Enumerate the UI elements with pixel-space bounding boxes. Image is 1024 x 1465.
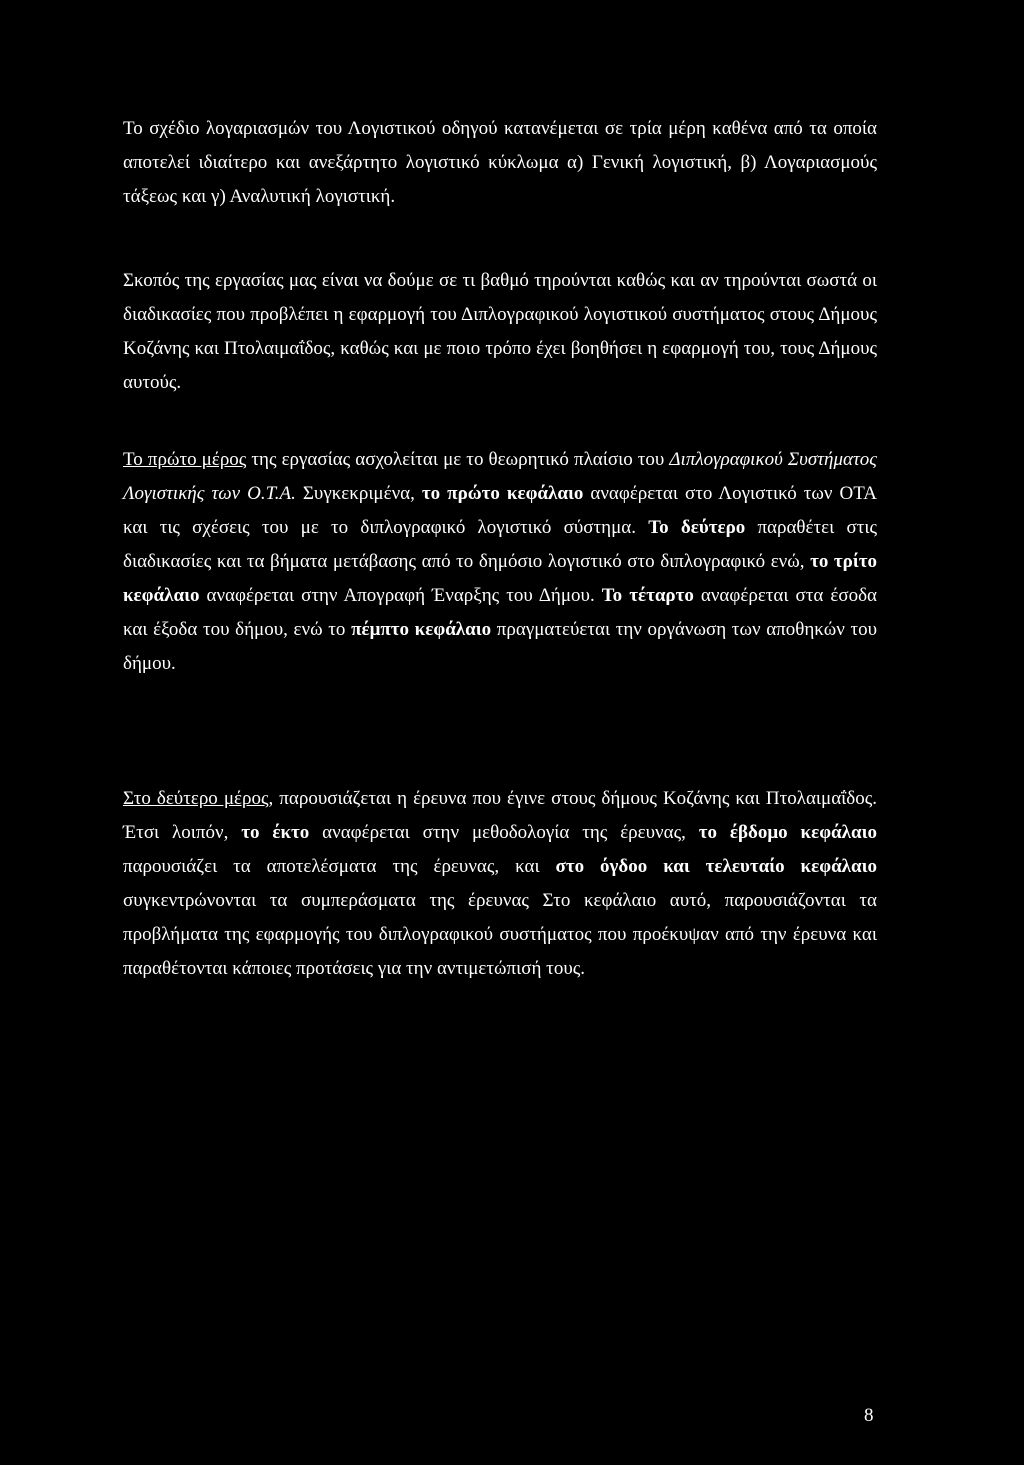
chapter-8-bold: στο όγδοο και τελευταίο κεφάλαιο	[555, 856, 877, 877]
chapter-5-bold: πέμπτο κεφάλαιο	[351, 619, 492, 640]
text-span: πραγματεύεται την οργάνωση των αποθηκών του δήμου.	[123, 619, 877, 674]
text-span: , παρουσιάζεται η έρευνα που έγινε στους δήμους Κοζάνης και Πτολαιμαΐδος. Έτσι λοιπόν,	[123, 788, 877, 843]
chapter-1-bold: το πρώτο κεφάλαιο	[421, 483, 584, 504]
text-span: αναφέρεται στο Λογιστικό των ΟΤΑ και τις σχέσεις του με το διπλογραφικό λογιστικό σύστημα.	[123, 483, 878, 538]
text-span: αναφέρεται στην μεθοδολογία της έρευνας,	[309, 822, 699, 843]
text-span: αναφέρεται στην Απογραφή Έναρξης του Δήμου.	[199, 585, 602, 606]
text-span: αναφέρεται στα έσοδα και έξοδα του δήμου, ενώ το	[123, 585, 877, 640]
text-span: συγκεντρώνονται τα συμπεράσματα της έρευνας Στο κεφάλαιο αυτό, παρουσιάζονται τα προβλήματα της εφαρμογής του διπλογραφικού συστήματος που προέκυψαν από την έρευνα και παραθέτονται κάποιες προτάσεις για την αντιμετώπισή τους.	[123, 890, 877, 979]
chapter-2-bold: Το δεύτερο	[648, 517, 746, 538]
paragraph-second-part	[123, 782, 877, 986]
text-span: Συγκεκριμένα,	[295, 483, 422, 504]
paragraph-first-part	[123, 443, 877, 681]
chapter-4-bold: Το τέταρτο	[601, 585, 694, 606]
text-span: παρουσιάζει τα αποτελέσματα της έρευνας, και	[123, 856, 556, 877]
chapter-7-bold: το έβδομο κεφάλαιο	[698, 822, 877, 843]
second-part-heading: Στο δεύτερο μέρος	[123, 788, 269, 809]
text-span: της εργασίας ασχολείται με το θεωρητικό πλαίσιο του	[246, 449, 670, 470]
text-span: παραθέτει στις διαδικασίες και τα βήματα μετάβασης από το δημόσιο λογιστικό στο διπλογραφικό ενώ,	[123, 517, 877, 572]
chapter-6-bold: το έκτο	[241, 822, 310, 843]
page-number: 8	[864, 1405, 874, 1426]
first-part-heading: Το πρώτο μέρος	[123, 449, 247, 470]
paragraph-purpose: Σκοπός της εργασίας μας είναι να δούμε σε τι βαθμό τηρούνται καθώς και αν τηρούνται σωστά οι διαδικασίες που προβλέπει η εφαρμογή του Διπλογραφικού λογιστικού συστήματος στους Δήμους Κοζάνης και Πτολαιμαΐδος, καθώς και με ποιο τρόπο έχει βοηθήσει η εφαρμογή του, τους Δήμους αυτούς.	[123, 270, 877, 393]
chapter-3-bold: το τρίτο κεφάλαιο	[123, 551, 877, 606]
paragraph-chart-of-accounts: Το σχέδιο λογαριασμών του Λογιστικού οδηγού κατανέμεται σε τρία μέρη καθένα από τα οποία αποτελεί ιδιαίτερο και ανεξάρτητο λογιστικό κύκλωμα α) Γενική λογιστική, β) Λογαριασμούς τάξεως και γ) Αναλυτική λογιστική.	[123, 118, 877, 207]
system-title-italic: Διπλογραφικού Συστήματος Λογιστικής των Ο.Τ.Α.	[123, 449, 877, 504]
